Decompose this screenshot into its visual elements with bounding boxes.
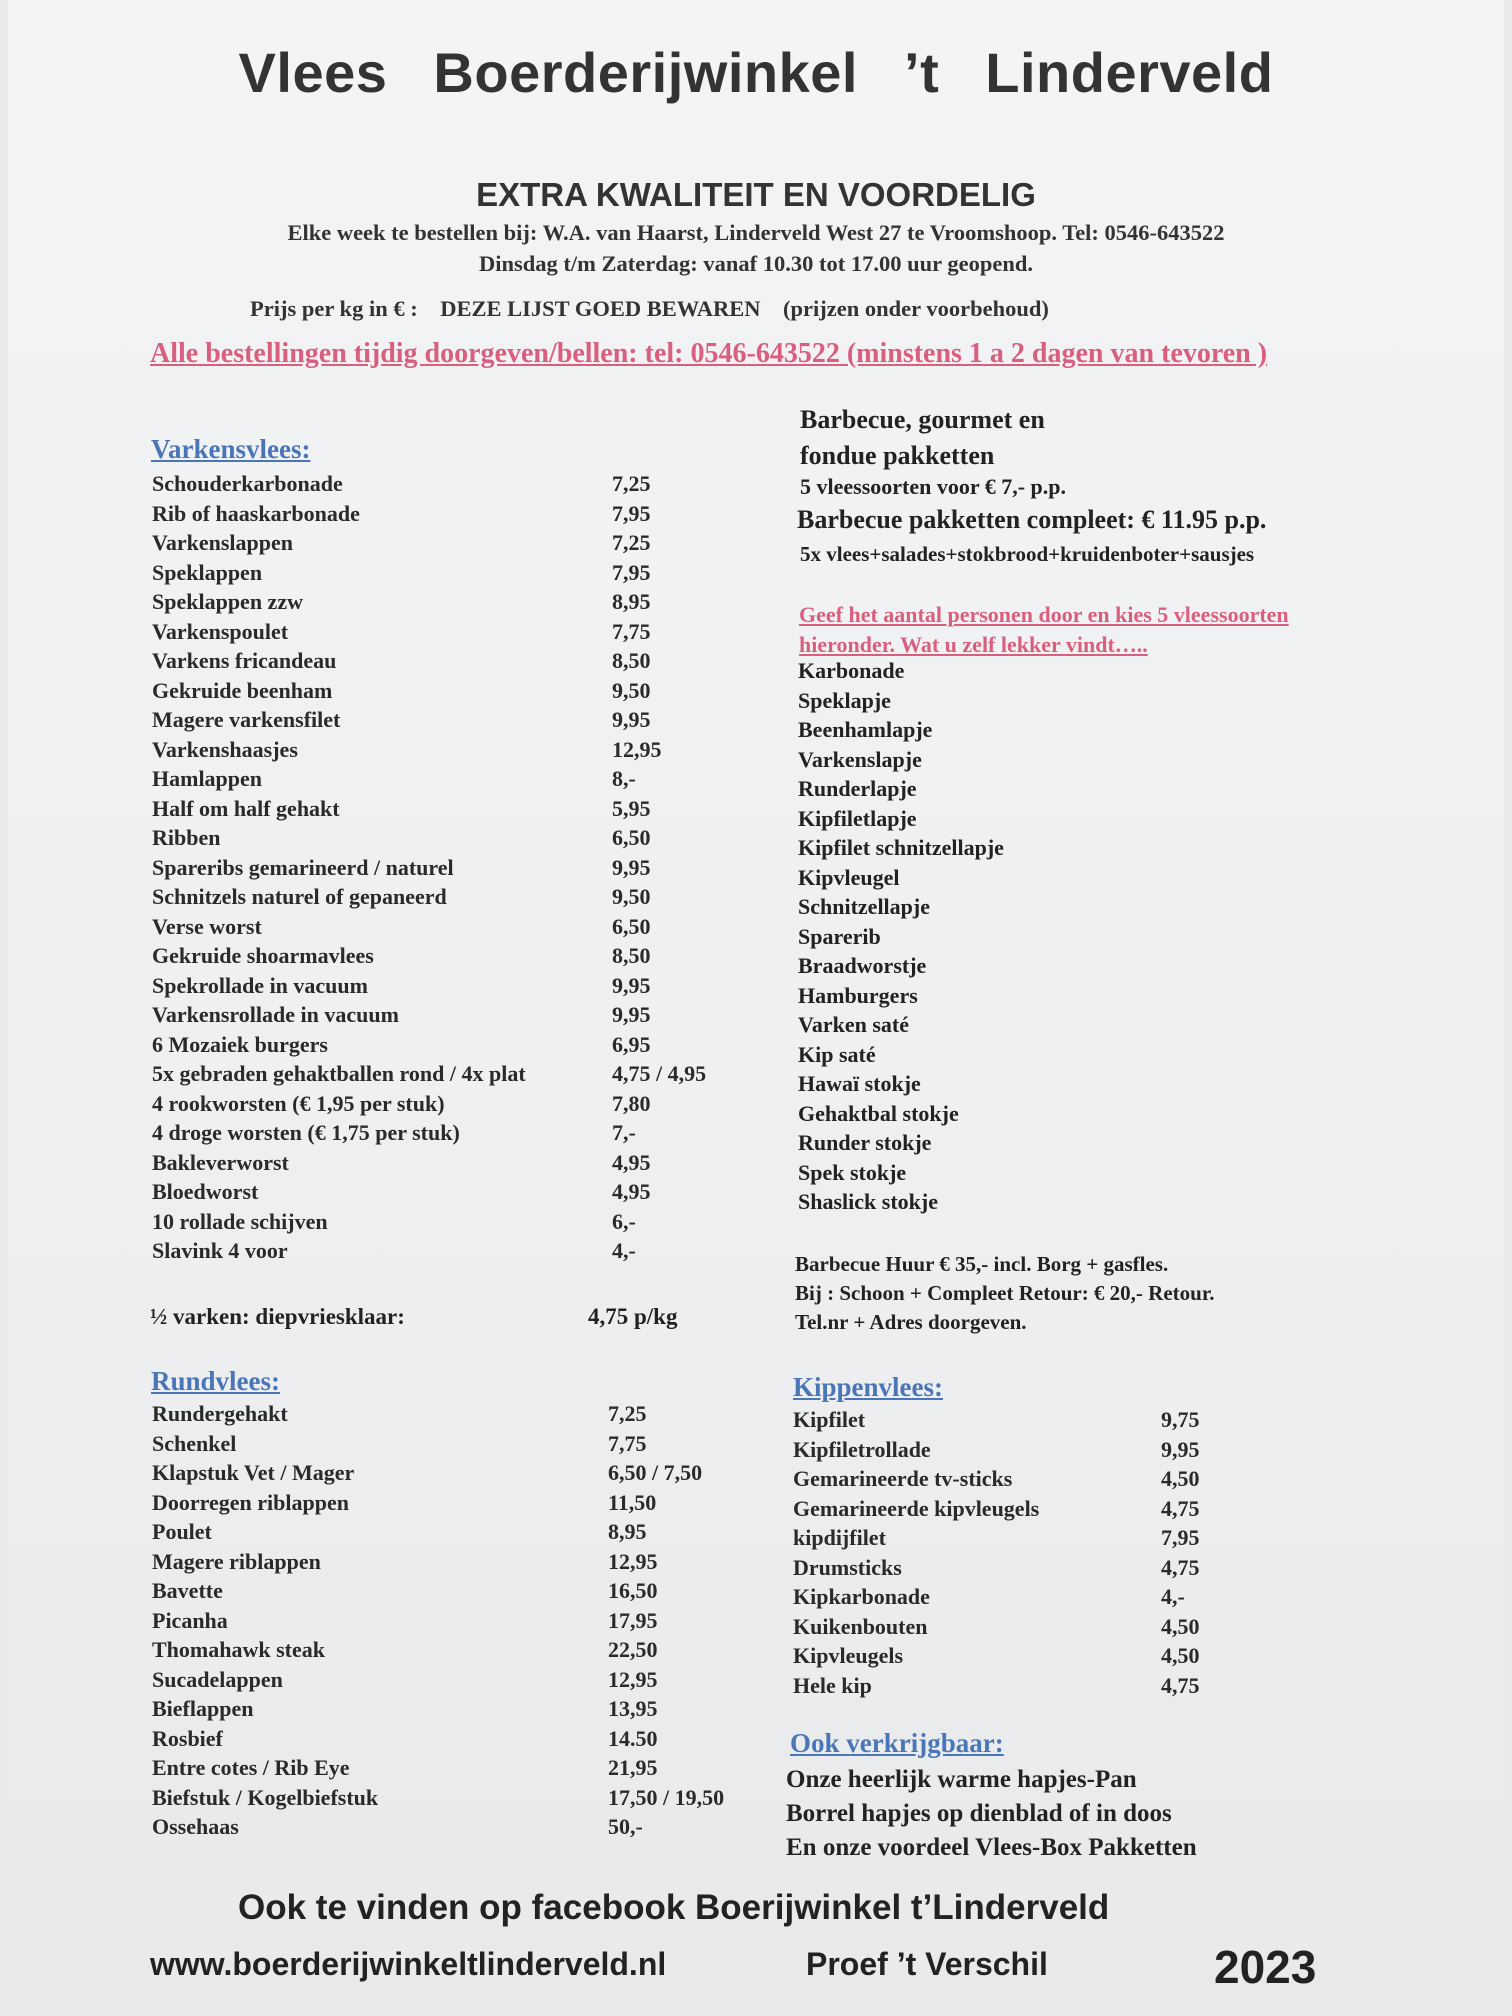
rundvlees-item-name: Poulet: [152, 1519, 212, 1544]
bbq-complete-price: Barbecue pakketten compleet: € 11.95 p.p.: [797, 505, 1267, 534]
bbq-sort-item: Braadworstje: [798, 953, 927, 978]
bbq-sort-item: Spek stokje: [798, 1159, 907, 1185]
varkensvlees-item-row: [152, 1061, 752, 1091]
order-address-line: Elke week te bestellen bij: W.A. van Haarst, Linderveld West 27 te Vroomshoop. Tel: 0546-643522: [287, 220, 1225, 245]
kippenvlees-item-row: [793, 1437, 1253, 1467]
varkensvlees-item-name: Varkensrollade in vacuum: [152, 1002, 399, 1027]
varkensvlees-item-price: 8,50: [612, 648, 651, 673]
varkensvlees-item-row: [152, 1209, 752, 1239]
rundvlees-item-row: [152, 1608, 752, 1638]
varkensvlees-item-row: [152, 855, 752, 885]
varkensvlees-item-row: [152, 1002, 752, 1032]
varkensvlees-item-name: Gekruide beenham: [152, 677, 333, 703]
varkensvlees-item-price: 7,80: [612, 1090, 651, 1116]
rundvlees-item-row: [152, 1490, 752, 1520]
kippenvlees-item-row: [793, 1584, 1253, 1614]
rundvlees-item-price: 6,50 / 7,50: [608, 1460, 703, 1485]
rundvlees-item-name: Doorregen riblappen: [152, 1489, 349, 1515]
bbq-title-line-2: fondue pakketten: [800, 441, 995, 470]
rundvlees-item-price: 50,-: [608, 1814, 643, 1839]
varkensvlees-item-name: Speklappen: [152, 559, 263, 585]
varkensvlees-item-price: 8,95: [612, 589, 651, 614]
rundvlees-item-name: Rosbief: [152, 1725, 223, 1751]
varkensvlees-item-name: Spareribs gemarineerd / naturel: [152, 854, 454, 880]
kippenvlees-item-name: Gemarineerde kipvleugels: [793, 1495, 1040, 1521]
varkensvlees-item-name: Hamlappen: [152, 766, 263, 791]
shop-title: Vlees Boerderijwinkel ’t Linderveld: [238, 41, 1274, 104]
bbq-title-line-1: Barbecue, gourmet en: [800, 405, 1045, 434]
bbq-sort-item: Kipvleugel: [798, 864, 900, 890]
varkensvlees-item-row: [152, 678, 752, 708]
varkensvlees-item-price: 7,95: [612, 559, 651, 585]
ook-verkrijgbaar-heading: Ook verkrijgbaar:: [790, 1728, 1004, 1758]
kippenvlees-item-name: kipdijfilet: [793, 1525, 886, 1550]
varkensvlees-item-price: 7,25: [612, 471, 651, 496]
varkensvlees-item-price: 8,50: [612, 943, 651, 968]
varkensvlees-item-row: [152, 560, 752, 590]
bbq-sort-item: Gehaktbal stokje: [798, 1100, 959, 1126]
varkensvlees-item-price: 9,95: [612, 854, 651, 880]
varkensvlees-item-price: 7,25: [612, 530, 651, 555]
rundvlees-item-price: 17,95: [608, 1607, 658, 1633]
varkensvlees-item-row: [152, 1150, 752, 1180]
varkensvlees-item-price: 9,95: [612, 972, 651, 998]
varkensvlees-heading: Varkensvlees:: [151, 434, 311, 464]
bbq-rent-line-3: Tel.nr + Adres doorgeven.: [795, 1310, 1027, 1334]
half-pig-label: ½ varken: diepvriesklaar:: [150, 1304, 405, 1329]
varkensvlees-item-row: [152, 884, 752, 914]
rundvlees-item-row: [152, 1637, 752, 1667]
kippenvlees-item-price: 4,50: [1161, 1466, 1200, 1491]
rundvlees-item-name: Klapstuk Vet / Mager: [152, 1460, 355, 1485]
rundvlees-item-price: 17,50 / 19,50: [608, 1784, 725, 1810]
kippenvlees-item-row: [793, 1555, 1253, 1585]
kippenvlees-item-price: 7,95: [1161, 1525, 1200, 1550]
ook-item-3: En onze voordeel Vlees-Box Pakketten: [786, 1834, 1197, 1861]
kippenvlees-heading: Kippenvlees:: [793, 1372, 944, 1402]
varkensvlees-item-row: [152, 1238, 752, 1268]
varkensvlees-item-name: Varkens fricandeau: [152, 648, 337, 673]
bbq-instruction-line-2: hieronder. Wat u zelf lekker vindt…..: [799, 632, 1148, 657]
bbq-sort-item: Speklapje: [798, 687, 891, 713]
bbq-sort-item: Kip saté: [798, 1041, 876, 1067]
varkensvlees-item-row: [152, 619, 752, 649]
bbq-sort-item: Shaslick stokje: [798, 1189, 938, 1214]
varkensvlees-item-row: [152, 1091, 752, 1121]
varkensvlees-item-row: [152, 796, 752, 826]
kippenvlees-item-name: Kipfilet: [793, 1407, 866, 1432]
rundvlees-item-row: [152, 1549, 752, 1579]
varkensvlees-item-row: [152, 825, 752, 855]
kippenvlees-item-row: [793, 1496, 1253, 1526]
kippenvlees-item-price: 9,75: [1161, 1407, 1200, 1432]
bbq-sort-item: Kipfiletlapje: [798, 805, 917, 831]
bbq-contents: 5x vlees+salades+stokbrood+kruidenboter+sausjes: [800, 542, 1255, 566]
varkensvlees-item-row: [152, 1120, 752, 1150]
kippenvlees-item-name: Kipkarbonade: [793, 1584, 930, 1609]
varkensvlees-item-row: [152, 914, 752, 944]
varkensvlees-item-row: [152, 471, 752, 501]
facebook-line: Ook te vinden op facebook Boerijwinkel t’Linderveld: [238, 1888, 1110, 1927]
rundvlees-item-row: [152, 1431, 752, 1461]
rundvlees-item-price: 21,95: [608, 1755, 658, 1780]
kippenvlees-item-name: Kipvleugels: [793, 1643, 904, 1668]
bbq-sort-item: Schnitzellapje: [798, 894, 930, 919]
rundvlees-item-name: Schenkel: [152, 1430, 237, 1456]
kippenvlees-item-name: Kipfiletrollade: [793, 1436, 931, 1462]
rundvlees-item-price: 8,95: [608, 1519, 647, 1544]
varkensvlees-item-price: 12,95: [612, 736, 662, 762]
varkensvlees-item-name: Verse worst: [152, 913, 262, 939]
rundvlees-item-row: [152, 1785, 752, 1815]
varkensvlees-item-price: 7,-: [612, 1120, 636, 1145]
bbq-sort-item: Beenhamlapje: [798, 717, 933, 742]
varkensvlees-item-row: [152, 589, 752, 619]
rundvlees-item-price: 22,50: [608, 1637, 658, 1662]
order-notice: Alle bestellingen tijdig doorgeven/bellen: tel: 0546-643522 (minstens 1 a 2 dagen van tevoren ): [150, 338, 1268, 369]
varkensvlees-item-name: Spekrollade in vacuum: [152, 972, 368, 998]
varkensvlees-item-name: Varkenspoulet: [152, 618, 289, 644]
varkensvlees-item-price: 9,95: [612, 1002, 651, 1027]
kippenvlees-item-price: 4,75: [1161, 1554, 1200, 1580]
bbq-sort-item: Runderlapje: [798, 776, 917, 801]
rundvlees-item-name: Thomahawk steak: [152, 1637, 325, 1662]
kippenvlees-item-name: Gemarineerde tv-sticks: [793, 1466, 1013, 1491]
varkensvlees-item-price: 4,95: [612, 1149, 651, 1175]
rundvlees-item-row: [152, 1460, 752, 1490]
bbq-instruction-line-1: Geef het aantal personen door en kies 5 vleessoorten: [799, 602, 1289, 627]
rundvlees-item-name: Picanha: [152, 1607, 228, 1633]
varkensvlees-item-name: 5x gebraden gehaktballen rond / 4x plat: [152, 1061, 526, 1086]
varkensvlees-item-price: 4,-: [612, 1238, 636, 1263]
rundvlees-item-name: Ossehaas: [152, 1814, 239, 1839]
varkensvlees-item-price: 6,95: [612, 1031, 651, 1057]
kippenvlees-item-price: 4,75: [1161, 1495, 1200, 1521]
bbq-sort-item: Karbonade: [798, 658, 905, 683]
rundvlees-item-name: Bieflappen: [152, 1696, 254, 1721]
kippenvlees-item-name: Drumsticks: [793, 1554, 902, 1580]
varkensvlees-item-row: [152, 707, 752, 737]
varkensvlees-item-name: 4 rookworsten (€ 1,95 per stuk): [152, 1090, 445, 1116]
bbq-rent-line-1: Barbecue Huur € 35,- incl. Borg + gasfles.: [795, 1252, 1169, 1276]
rundvlees-item-row: [152, 1696, 752, 1726]
price-per-kg-line: Prijs per kg in € : DEZE LIJST GOED BEWAREN (prijzen onder voorbehoud): [250, 296, 1049, 321]
kippenvlees-item-row: [793, 1466, 1253, 1496]
kippenvlees-item-price: 4,-: [1161, 1584, 1185, 1609]
bbq-sort-item: Hamburgers: [798, 982, 918, 1008]
rundvlees-list: [152, 1401, 752, 1844]
half-pig-price: 4,75 p/kg: [588, 1304, 678, 1329]
varkensvlees-item-name: 10 rollade schijven: [152, 1208, 328, 1234]
varkensvlees-item-row: [152, 501, 752, 531]
ook-item-2: Borrel hapjes op dienblad of in doos: [786, 1800, 1172, 1827]
kippenvlees-item-price: 4,50: [1161, 1643, 1200, 1668]
bbq-instruction: [799, 600, 1289, 660]
kippenvlees-item-row: [793, 1643, 1253, 1673]
varkensvlees-item-name: Half om half gehakt: [152, 795, 340, 821]
quality-subtitle: EXTRA KWALITEIT EN VOORDELIG: [476, 176, 1036, 213]
bbq-rent-line-2: Bij : Schoon + Compleet Retour: € 20,- Retour.: [795, 1281, 1215, 1305]
varkensvlees-item-name: Ribben: [152, 825, 221, 850]
bbq-title: [800, 402, 1045, 474]
varkensvlees-item-name: Slavink 4 voor: [152, 1238, 288, 1263]
varkensvlees-item-price: 8,-: [612, 766, 636, 791]
varkensvlees-item-price: 5,95: [612, 795, 651, 821]
varkensvlees-item-row: [152, 530, 752, 560]
kippenvlees-list: [793, 1407, 1253, 1702]
rundvlees-item-price: 12,95: [608, 1548, 658, 1574]
rundvlees-item-price: 7,75: [608, 1430, 647, 1456]
varkensvlees-item-row: [152, 1179, 752, 1209]
varkensvlees-item-price: 9,50: [612, 677, 651, 703]
rundvlees-item-row: [152, 1814, 752, 1844]
kippenvlees-item-price: 9,95: [1161, 1436, 1200, 1462]
kippenvlees-item-row: [793, 1673, 1253, 1703]
rundvlees-item-price: 12,95: [608, 1666, 658, 1692]
slogan: Proef ’t Verschil: [806, 1946, 1048, 1982]
varkensvlees-item-row: [152, 943, 752, 973]
rundvlees-heading: Rundvlees:: [151, 1366, 281, 1396]
varkensvlees-item-row: [152, 1032, 752, 1062]
rundvlees-item-row: [152, 1667, 752, 1697]
rundvlees-item-name: Entre cotes / Rib Eye: [152, 1755, 350, 1780]
rundvlees-item-price: 11,50: [608, 1489, 657, 1515]
kippenvlees-item-name: Kuikenbouten: [793, 1613, 928, 1639]
bbq-meat-sorts: [798, 658, 1004, 1219]
varkensvlees-item-row: [152, 973, 752, 1003]
opening-hours-line: Dinsdag t/m Zaterdag: vanaf 10.30 tot 17.00 uur geopend.: [479, 251, 1033, 276]
varkensvlees-item-price: 6,50: [612, 913, 651, 939]
kippenvlees-item-row: [793, 1407, 1253, 1437]
varkensvlees-item-name: Bloedworst: [152, 1179, 259, 1204]
varkensvlees-item-name: Schnitzels naturel of gepaneerd: [152, 884, 447, 909]
rundvlees-item-price: 7,25: [608, 1401, 647, 1426]
varkensvlees-item-name: Schouderkarbonade: [152, 471, 343, 496]
varkensvlees-item-row: [152, 766, 752, 796]
bbq-sort-item: Runder stokje: [798, 1130, 932, 1155]
varkensvlees-item-price: 4,75 / 4,95: [612, 1061, 707, 1086]
varkensvlees-item-name: 4 droge worsten (€ 1,75 per stuk): [152, 1120, 460, 1145]
varkensvlees-item-name: Rib of haaskarbonade: [152, 500, 360, 526]
varkensvlees-item-price: 7,95: [612, 500, 651, 526]
rundvlees-item-name: Sucadelappen: [152, 1666, 283, 1692]
rundvlees-item-row: [152, 1755, 752, 1785]
bbq-sort-item: Hawaï stokje: [798, 1071, 921, 1096]
varkensvlees-item-price: 6,-: [612, 1208, 636, 1234]
varkensvlees-item-price: 9,95: [612, 707, 651, 732]
varkensvlees-item-row: [152, 737, 752, 767]
rundvlees-item-row: [152, 1401, 752, 1431]
varkensvlees-list: [152, 471, 752, 1268]
kippenvlees-item-name: Hele kip: [793, 1672, 872, 1698]
rundvlees-item-name: Bavette: [152, 1578, 223, 1603]
website-link[interactable]: www.boerderijwinkeltlinderveld.nl: [150, 1946, 667, 1982]
kippenvlees-item-price: 4,50: [1161, 1613, 1200, 1639]
bbq-offer: 5 vleessoorten voor € 7,- p.p.: [800, 474, 1067, 499]
varkensvlees-item-name: Varkenshaasjes: [152, 736, 298, 762]
rundvlees-item-name: Rundergehakt: [152, 1401, 288, 1426]
kippenvlees-item-row: [793, 1525, 1253, 1555]
kippenvlees-item-price: 4,75: [1161, 1672, 1200, 1698]
varkensvlees-item-price: 7,75: [612, 618, 651, 644]
rundvlees-item-price: 16,50: [608, 1578, 658, 1603]
varkensvlees-item-name: Gekruide shoarmavlees: [152, 943, 374, 968]
rundvlees-item-row: [152, 1519, 752, 1549]
rundvlees-item-name: Magere riblappen: [152, 1548, 321, 1574]
bbq-sort-item: Varkenslapje: [798, 746, 922, 772]
varkensvlees-item-price: 9,50: [612, 884, 651, 909]
varkensvlees-item-price: 6,50: [612, 825, 651, 850]
rundvlees-item-row: [152, 1578, 752, 1608]
varkensvlees-item-name: Speklappen zzw: [152, 589, 303, 614]
bbq-sort-item: Sparerib: [798, 923, 881, 949]
year: 2023: [1214, 1941, 1317, 1993]
rundvlees-item-name: Biefstuk / Kogelbiefstuk: [152, 1784, 379, 1810]
rundvlees-item-price: 14.50: [608, 1725, 658, 1751]
varkensvlees-item-name: Magere varkensfilet: [152, 707, 341, 732]
bbq-sort-item: Varken saté: [798, 1012, 910, 1037]
kippenvlees-item-row: [793, 1614, 1253, 1644]
varkensvlees-item-row: [152, 648, 752, 678]
varkensvlees-item-price: 4,95: [612, 1179, 651, 1204]
varkensvlees-item-name: 6 Mozaiek burgers: [152, 1031, 328, 1057]
varkensvlees-item-name: Bakleverworst: [152, 1149, 289, 1175]
rundvlees-item-price: 13,95: [608, 1696, 658, 1721]
ook-item-1: Onze heerlijk warme hapjes-Pan: [786, 1766, 1137, 1793]
bbq-sort-item: Kipfilet schnitzellapje: [798, 835, 1004, 860]
varkensvlees-item-name: Varkenslappen: [152, 530, 294, 555]
rundvlees-item-row: [152, 1726, 752, 1756]
